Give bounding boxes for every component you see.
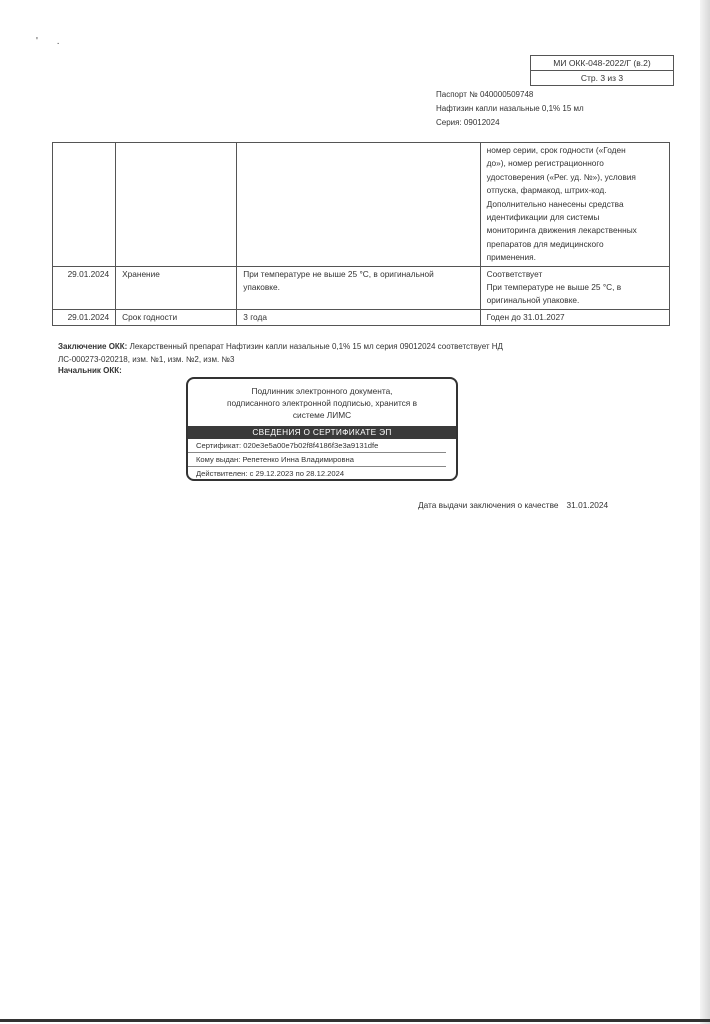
page-bottom-edge xyxy=(0,1019,710,1022)
scan-marks: ' . xyxy=(36,36,68,47)
table-row xyxy=(53,143,670,267)
cell-result: Годен до 31.01.2027 xyxy=(480,309,669,325)
cell-param: Хранение xyxy=(116,266,237,309)
conclusion xyxy=(58,340,528,366)
passport-number: Паспорт № 040000509748 xyxy=(436,90,534,99)
cell-date: 29.01.2024 xyxy=(53,309,116,325)
results-table xyxy=(52,142,670,326)
conclusion-text: Лекарственный препарат Нафтизин капли назальные 0,1% 15 мл серия 09012024 соответствует НД xyxy=(127,342,503,351)
cell-result: номер серии, срок годности («Годен до»), номер регистрационного удостоверения («Рег. уд. №»), условия отпуска, фармакод, штрих-код. Дополнительно нанесены средства идентификации для системы мониторинга движения лекарственных препаратов для медицинского применения. xyxy=(480,143,669,267)
cell-date xyxy=(53,143,116,267)
stamp-certificate-header: СВЕДЕНИЯ О СЕРТИФИКАТЕ ЭП xyxy=(188,426,456,439)
stamp-caption: Подлинник электронного документа, подписанного электронной подписью, хранится в системе ЛИМС xyxy=(226,386,418,420)
electronic-signature-stamp xyxy=(186,377,458,481)
document-code-box xyxy=(530,55,674,86)
cell-result: Соответствует При температуре не выше 25 °С, в оригинальной упаковке. xyxy=(480,266,669,309)
document-code: МИ ОКК-048-2022/Г (в.2) xyxy=(553,58,651,68)
cell-norm: 3 года xyxy=(237,309,480,325)
table-row xyxy=(53,309,670,325)
stamp-issued-to: Кому выдан: Репетенко Инна Владимировна xyxy=(188,453,446,467)
conclusion-text-2: ЛС-000273-020218, изм. №1, изм. №2, изм. №3 xyxy=(58,355,235,364)
cell-date: 29.01.2024 xyxy=(53,266,116,309)
series-number: Серия: 09012024 xyxy=(436,118,500,127)
cell-param xyxy=(116,143,237,267)
stamp-certificate: Сертификат: 020e3e5a00e7b02f8f4186f3e3a9131dfe xyxy=(188,439,446,453)
page-edge-shadow xyxy=(700,0,710,1024)
product-name: Нафтизин капли назальные 0,1% 15 мл xyxy=(436,104,584,113)
stamp-valid: Действителен: с 29.12.2023 по 28.12.2024 xyxy=(196,469,345,478)
issue-date-label: Дата выдачи заключения о качестве xyxy=(418,500,559,510)
page-info: Стр. 3 из 3 xyxy=(531,70,673,85)
cell-norm xyxy=(237,143,480,267)
head-of-qc-label: Начальник ОКК: xyxy=(58,366,122,375)
conclusion-label: Заключение ОКК: xyxy=(58,342,128,351)
passport-block xyxy=(436,88,584,130)
cell-param: Срок годности xyxy=(116,309,237,325)
cell-norm: При температуре не выше 25 °С, в оригинальной упаковке. xyxy=(237,266,480,309)
issue-date xyxy=(418,500,608,510)
issue-date-value: 31.01.2024 xyxy=(566,500,609,510)
table-row xyxy=(53,266,670,309)
